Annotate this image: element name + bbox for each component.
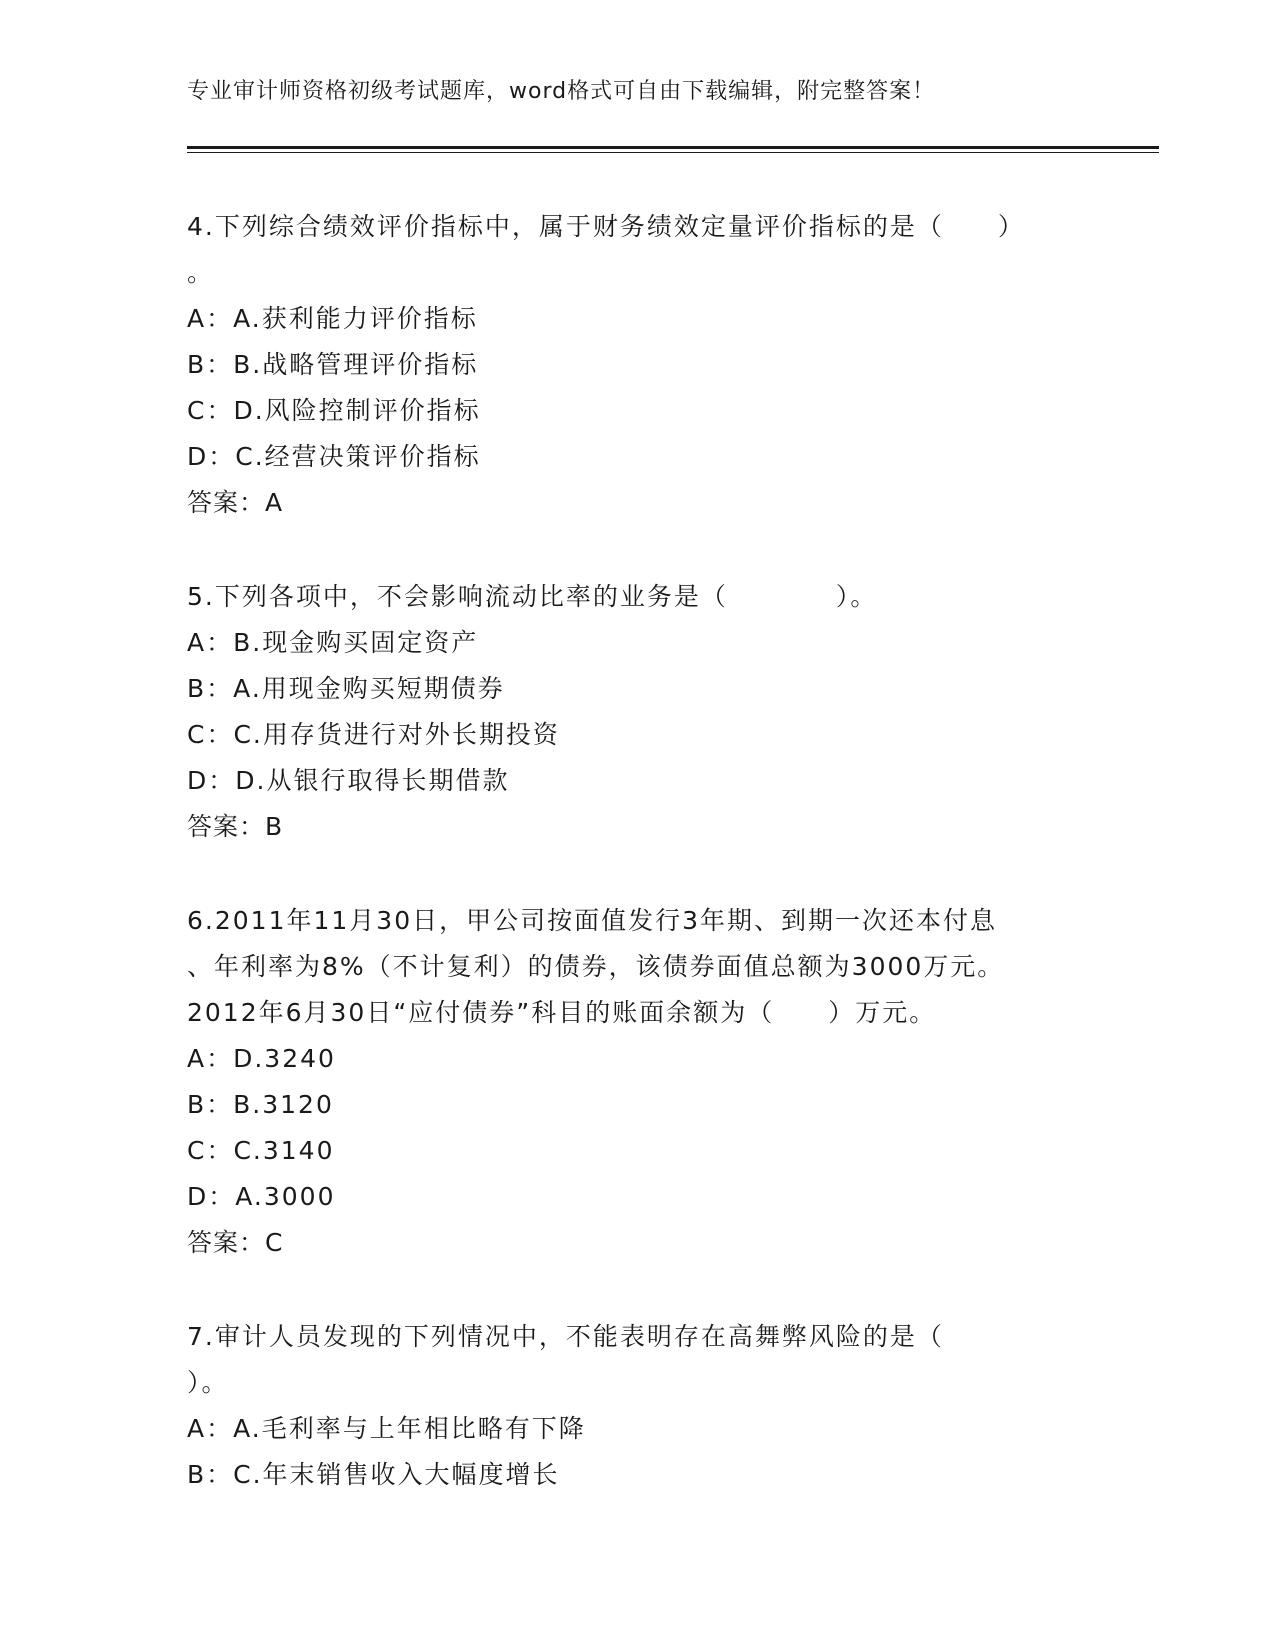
answer: 答案：B: [187, 812, 284, 841]
stem-line: 。: [187, 258, 215, 287]
document-header: 专业审计师资格初级考试题库，word格式可自由下载编辑，附完整答案！: [187, 79, 936, 104]
option-d: D：C.经营决策评价指标: [187, 442, 481, 471]
option-a: A：A.获利能力评价指标: [187, 304, 478, 333]
option-a: A：B.现金购买固定资产: [187, 628, 479, 657]
stem-line: 7.审计人员发现的下列情况中，不能表明存在高舞弊风险的是（: [187, 1322, 944, 1351]
stem-line: 5.下列各项中，不会影响流动比率的业务是（ ）。: [187, 582, 878, 611]
question-stem: [187, 574, 1087, 620]
stem-line: 、年利率为8%（不计复利）的债券，该债券面值总额为3000万元。: [187, 952, 1005, 981]
question-stem: [187, 898, 1087, 1036]
option-a: A：A.毛利率与上年相比略有下降: [187, 1414, 586, 1443]
option-b: B：A.用现金购买短期债券: [187, 674, 505, 703]
question-6: [187, 898, 1087, 1266]
question-5: [187, 574, 1087, 850]
option-b: B：C.年末销售收入大幅度增长: [187, 1460, 560, 1489]
option-c: C：D.风险控制评价指标: [187, 396, 481, 425]
option-b: B：B.战略管理评价指标: [187, 350, 479, 379]
answer: 答案：A: [187, 488, 284, 517]
header-rule-thin: [187, 152, 1159, 153]
option-a: A：D.3240: [187, 1044, 336, 1073]
stem-line: 4.下列综合绩效评价指标中，属于财务绩效定量评价指标的是（ ）: [187, 212, 1025, 241]
option-c: C：C.用存货进行对外长期投资: [187, 720, 560, 749]
question-stem: [187, 1314, 1087, 1406]
answer: 答案：C: [187, 1228, 284, 1257]
stem-line: 6.2011年11月30日，甲公司按面值发行3年期、到期一次还本付息: [187, 906, 998, 935]
stem-line: 2012年6月30日“应付债券”科目的账面余额为（ ）万元。: [187, 998, 937, 1027]
question-7: [187, 1314, 1087, 1498]
question-stem: [187, 204, 1087, 296]
option-b: B：B.3120: [187, 1090, 334, 1119]
option-c: C：C.3140: [187, 1136, 335, 1165]
option-d: D：D.从银行取得长期借款: [187, 766, 510, 795]
header-rule-thick: [187, 146, 1159, 149]
question-4: [187, 204, 1087, 526]
option-d: D：A.3000: [187, 1182, 336, 1211]
stem-line: ）。: [187, 1368, 229, 1397]
question-list: [187, 204, 1087, 1546]
